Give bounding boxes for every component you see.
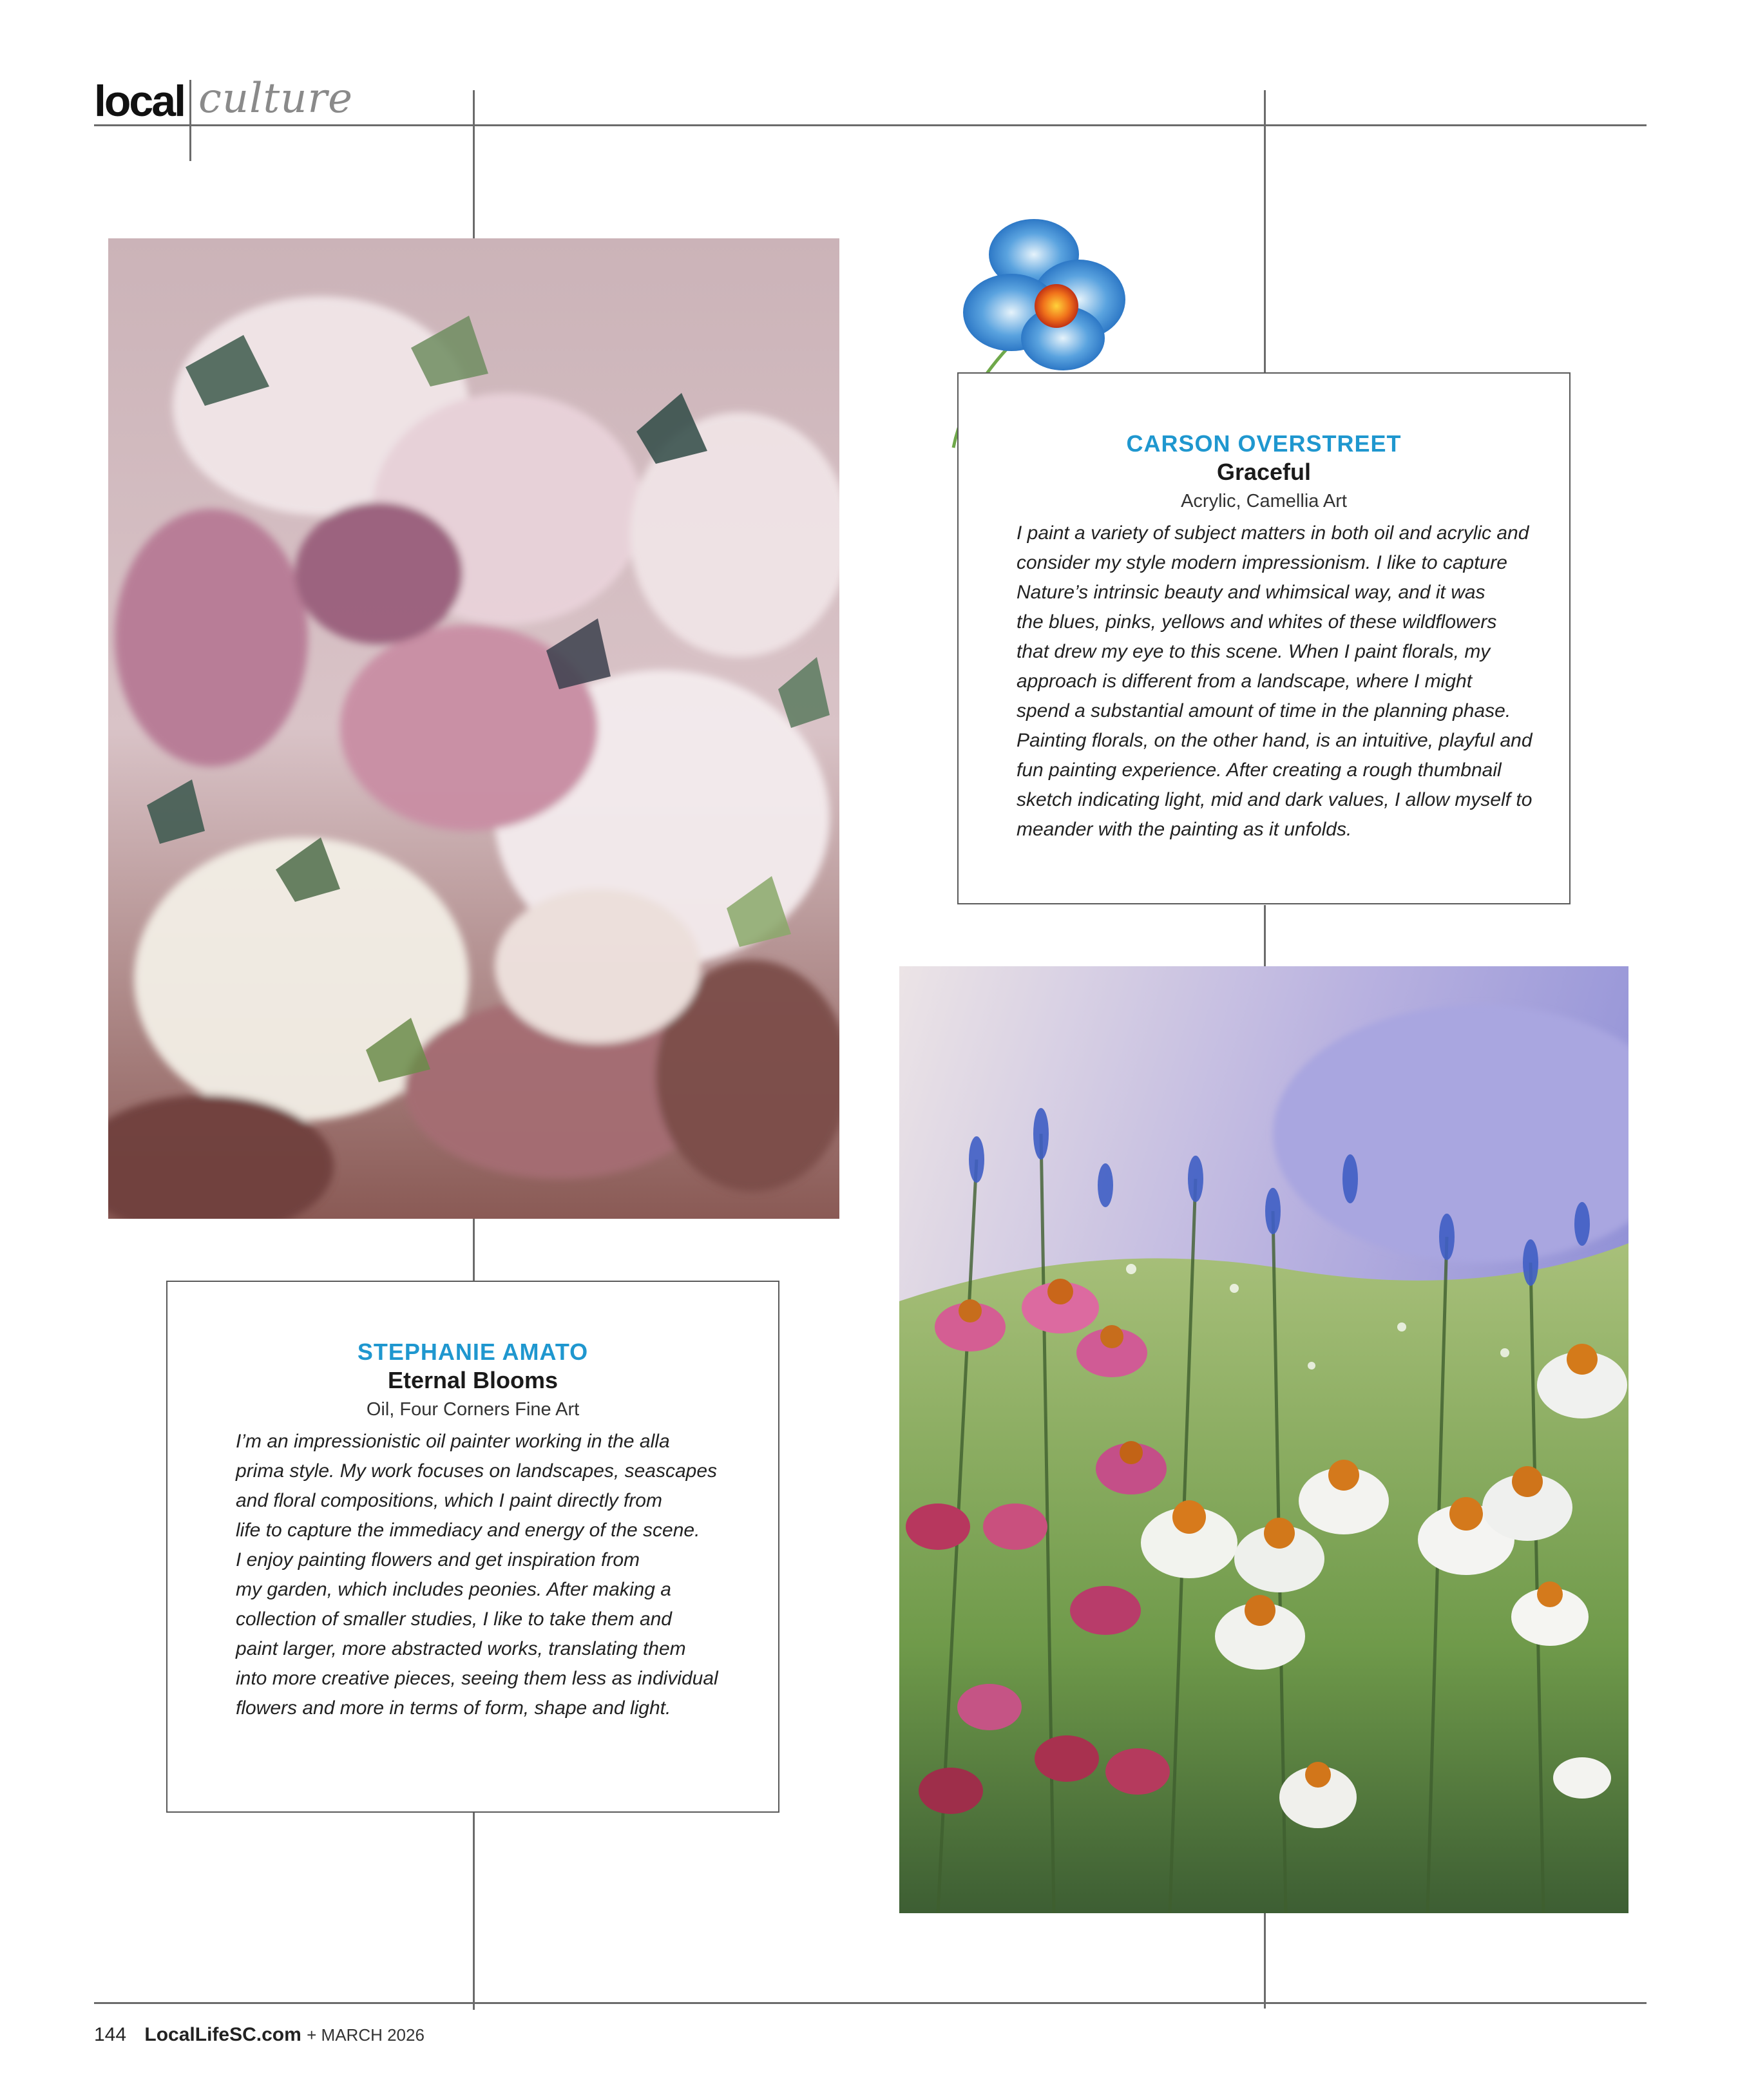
statement-line: approach is different from a landscape, where I might	[1017, 671, 1473, 692]
statement-line: meander with the painting as it unfolds.	[1017, 819, 1352, 840]
statement-line: flowers and more in terms of form, shape and light.	[236, 1697, 671, 1719]
statement-line: Painting florals, on the other hand, is an intuitive, playful and	[1017, 730, 1533, 751]
painting-graceful	[899, 966, 1628, 1913]
statement-line: I enjoy painting flowers and get inspiration from	[236, 1549, 640, 1570]
work-medium: Oil, Four Corners Fine Art	[366, 1399, 580, 1420]
footer-site-link[interactable]: LocalLifeSC.com	[144, 2024, 301, 2045]
header-rule	[94, 124, 1647, 126]
column-rule-left-low	[473, 1810, 475, 2010]
work-title: Eternal Blooms	[387, 1367, 559, 1393]
statement-line: I paint a variety of subject matters in both oil and acrylic and	[1017, 522, 1529, 544]
footer-rule	[94, 2002, 1647, 2004]
statement-line: into more creative pieces, seeing them less as individual	[236, 1668, 718, 1689]
artist-name: STEPHANIE AMATO	[357, 1339, 589, 1365]
statement-line: that drew my eye to this scene. When I paint florals, my	[1017, 641, 1491, 662]
work-title: Graceful	[1216, 459, 1312, 485]
artist-statement	[236, 1427, 752, 1723]
statement-line: prima style. My work focuses on landscapes, seascapes	[236, 1460, 717, 1482]
statement-line: my garden, which includes peonies. After making a	[236, 1579, 671, 1600]
statement-line: collection of smaller studies, I like to take them and	[236, 1608, 672, 1630]
column-rule-right-low	[1264, 1912, 1266, 2009]
column-rule-left	[473, 90, 475, 238]
column-rule-left-mid	[473, 1217, 475, 1282]
page-footer	[94, 2024, 425, 2046]
statement-line: fun painting experience. After creating a rough thumbnail	[1017, 759, 1502, 781]
statement-line: spend a substantial amount of time in the planning phase.	[1017, 700, 1511, 721]
work-medium: Acrylic, Camellia Art	[1181, 491, 1347, 511]
footer-issue-date: + MARCH 2026	[307, 2025, 425, 2045]
statement-line: the blues, pinks, yellows and whites of these wildflowers	[1017, 611, 1497, 633]
statement-line: and floral compositions, which I paint directly from	[236, 1490, 662, 1511]
statement-line: consider my style modern impressionism. I like to capture	[1017, 552, 1507, 573]
statement-line: I’m an impressionistic oil painter working in the alla	[236, 1431, 670, 1452]
statement-line: sketch indicating light, mid and dark values, I allow myself to	[1017, 789, 1533, 810]
caption-stephanie-amato	[166, 1281, 779, 1813]
column-rule-right-mid	[1264, 905, 1266, 966]
artist-statement	[1017, 519, 1543, 845]
statement-line: paint larger, more abstracted works, translating them	[236, 1638, 686, 1659]
painting-eternal-blooms	[108, 238, 839, 1219]
section-label: culture	[198, 75, 353, 122]
statement-line: Nature’s intrinsic beauty and whimsical way, and it was	[1017, 582, 1485, 603]
caption-carson-overstreet	[957, 372, 1571, 904]
brand-logo: local	[94, 77, 184, 126]
statement-line: life to capture the immediacy and energy of the scene.	[236, 1520, 700, 1541]
column-rule-right	[1264, 90, 1266, 374]
page-number: 144	[94, 2024, 127, 2045]
brand-divider	[189, 80, 191, 161]
artist-name: CARSON OVERSTREET	[1126, 430, 1402, 457]
